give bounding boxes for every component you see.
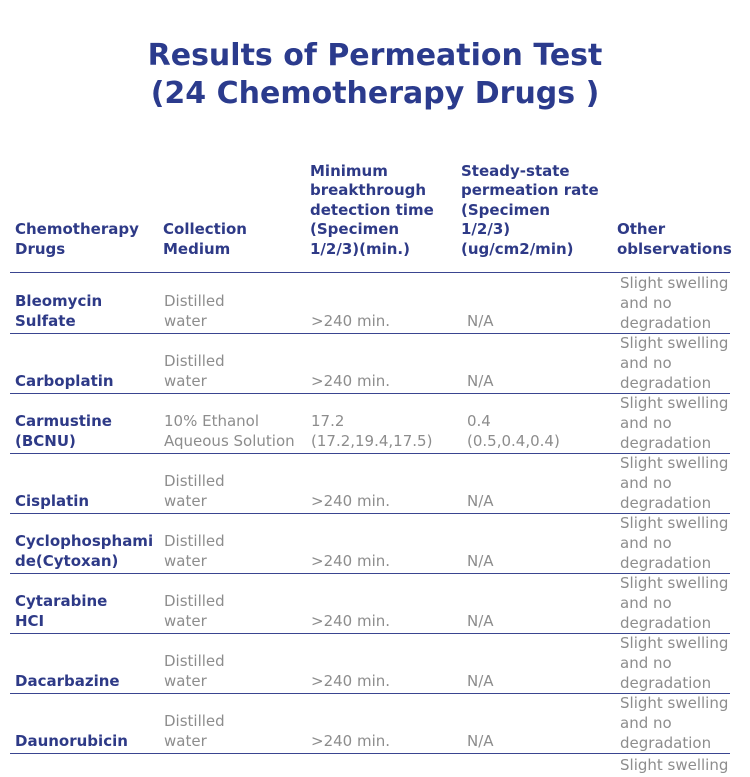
next-row-observation: Slight swelling [620,756,729,774]
collection-medium: Distilled water [164,292,225,330]
breakthrough-time: >240 min. [311,492,391,510]
drug-name: Dacarbazine [15,672,120,690]
permeation-rate: N/A [467,732,494,750]
drug-name: Carboplatin [15,372,114,390]
permeation-rate: 0.4 (0.5,0.4,0.4) [467,412,560,450]
table-row [10,394,730,454]
page-subtitle: (24 Chemotherapy Drugs ) [150,76,600,111]
table-row [10,334,730,394]
breakthrough-time: >240 min. [311,612,391,630]
drug-name: Cyclophosphami de(Cytoxan) [15,532,154,570]
results-table [0,274,750,754]
collection-medium: Distilled water [164,592,225,630]
drug-name: Cisplatin [15,492,90,510]
collection-medium: Distilled water [164,532,225,570]
other-observations: Slight swelling and no degradation [620,394,729,452]
breakthrough-time: >240 min. [311,312,391,330]
drug-name: Daunorubicin [15,732,128,750]
permeation-rate: N/A [467,612,494,630]
permeation-rate: N/A [467,552,494,570]
table-row [10,574,730,634]
permeation-rate: N/A [467,312,494,330]
page-title: Results of Permeation Test [147,38,603,73]
header-steady-state: Steady-state permeation rate (Specimen 1/2/3) (ug/cm2/min) [461,161,599,258]
table-row [10,514,730,574]
breakthrough-time: >240 min. [311,732,391,750]
collection-medium: Distilled water [164,472,225,510]
collection-medium: Distilled water [164,652,225,690]
drug-name: Bleomycin Sulfate [15,292,103,330]
other-observations: Slight swelling and no degradation [620,334,729,392]
header-drugs: Chemotherapy Drugs [15,220,139,258]
permeation-rate: N/A [467,372,494,390]
header-medium: Collection Medium [163,220,247,258]
other-observations: Slight swelling and no degradation [620,574,729,632]
other-observations: Slight swelling and no degradation [620,694,729,752]
other-observations: Slight swelling and no degradation [620,454,729,512]
table-row [10,274,730,334]
breakthrough-time: >240 min. [311,552,391,570]
collection-medium: Distilled water [164,712,225,750]
drug-name: Cytarabine HCI [15,592,108,630]
permeation-rate: N/A [467,492,494,510]
other-observations: Slight swelling and no degradation [620,634,729,692]
breakthrough-time: >240 min. [311,372,391,390]
drug-name: Carmustine (BCNU) [15,412,112,450]
other-observations: Slight swelling and no degradation [620,514,729,572]
other-observations: Slight swelling and no degradation [620,274,729,332]
table-row [10,454,730,514]
breakthrough-time: >240 min. [311,672,391,690]
table-row [10,694,730,754]
collection-medium: Distilled water [164,352,225,390]
collection-medium: 10% Ethanol Aqueous Solution [164,412,295,450]
header-other: Other oblservations [617,220,732,258]
permeation-rate: N/A [467,672,494,690]
table-row [10,634,730,694]
breakthrough-time: 17.2 (17.2,19.4,17.5) [311,412,433,450]
header-min-time: Minimum breakthrough detection time (Specimen 1/2/3)(min.) [310,161,434,258]
